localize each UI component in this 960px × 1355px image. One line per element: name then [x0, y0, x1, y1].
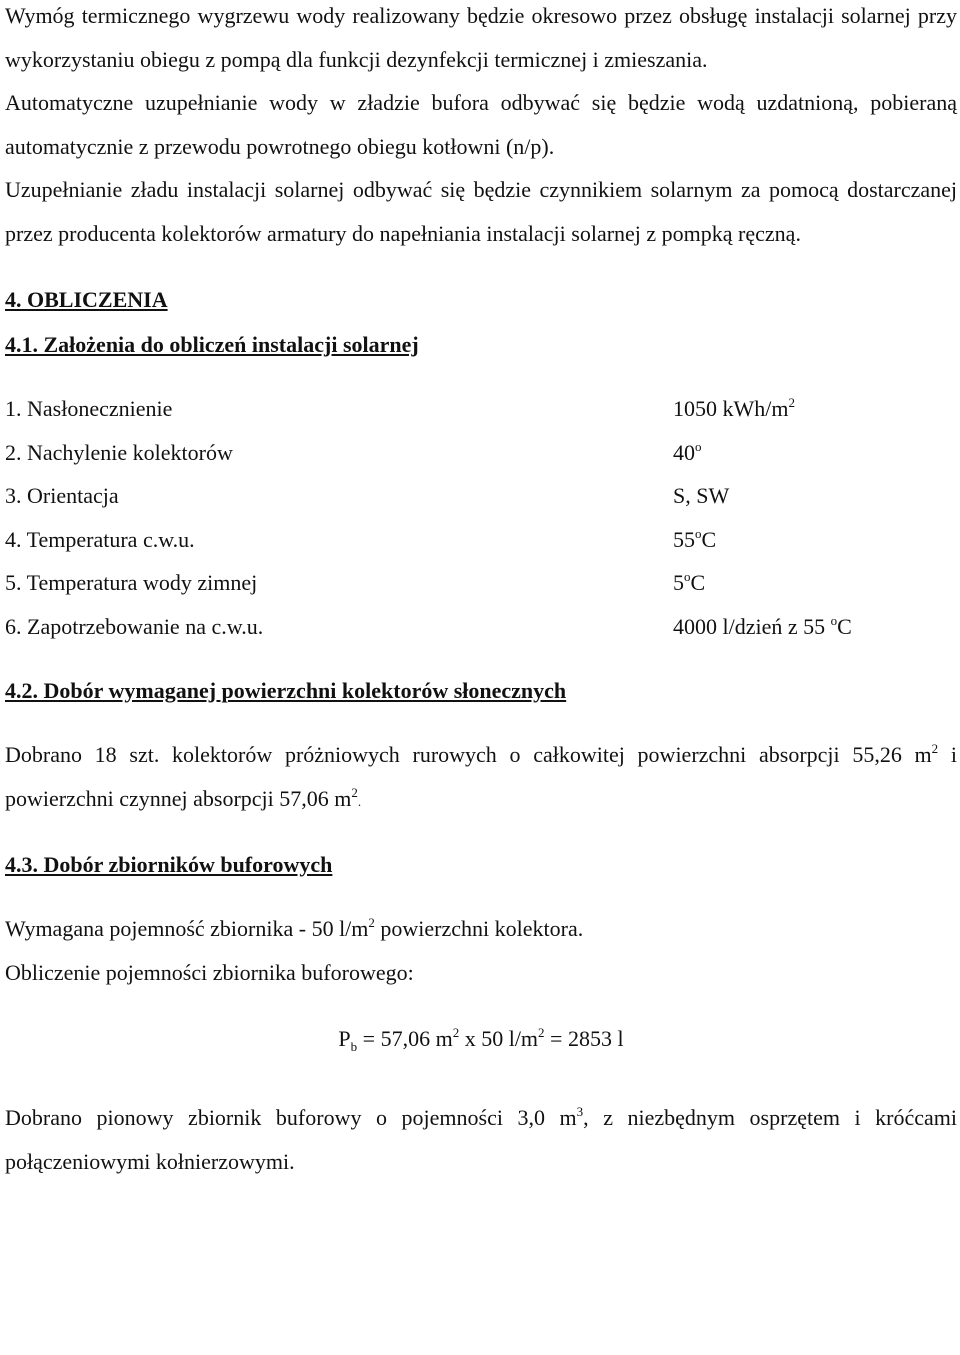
assumption-value-main: 5 [673, 570, 684, 595]
assumption-row [5, 431, 957, 475]
assumption-value-main: S, SW [673, 483, 730, 508]
formula-sup-1: 2 [452, 1025, 460, 1040]
collector-text-part-a: Dobrano 18 szt. kolektorów próżniowych rurowych o całkowitej powierzchni absorpcji 55,26 m [5, 742, 932, 767]
assumption-value-tail: C [837, 613, 852, 639]
assumption-label: 2. Nachylenie kolektorów [5, 439, 233, 465]
section-4-2-heading: 4.2. Dobór wymaganej powierzchni kolektorów słonecznych [5, 678, 567, 703]
intro-paragraph-2: Automatyczne uzupełnianie wody w zładzie bufora odbywać się będzie wodą uzdatnioną, pobieraną automatycznie z przewodu powrotnego obiegu kotłowni (n/p). [5, 90, 957, 159]
assumptions-list [5, 387, 957, 648]
assumption-value-main: 4000 l/dzień z 55 [673, 613, 831, 639]
assumption-value-main: 1050 kWh/m [673, 396, 789, 421]
collector-text-part-b: i powierzchni czynnej absorpcji 57,06 m [5, 742, 957, 811]
buffer-line1-part-a: Wymagana pojemność zbiornika - 50 l/m [5, 916, 369, 941]
formula-part-3: = 2853 l [544, 1026, 624, 1051]
assumption-value [673, 474, 957, 518]
section-4-1-heading: 4.1. Założenia do obliczeń instalacji solarnej [5, 332, 419, 357]
formula-part-2: x 50 l/m [459, 1026, 539, 1051]
collector-text-part-c: . [357, 793, 362, 809]
collector-sup-b: 2 [351, 784, 358, 800]
buffer-final-part-a: Dobrano pionowy zbiornik buforowy o pojemności 3,0 m [5, 1105, 577, 1130]
buffer-final-sup: 3 [576, 1104, 584, 1119]
assumption-value-tail: C [690, 570, 706, 595]
assumption-value [673, 431, 957, 475]
assumption-value-main: 55 [673, 526, 695, 552]
assumption-value-sup: o [684, 569, 691, 584]
intro-paragraph-3: Uzupełnianie zładu instalacji solarnej odbywać się będzie czynnikiem solarnym za pomocą dostarczanej przez producenta kolektorów armatury do napełniania instalacji solarnej z pompką ręczną. [5, 177, 957, 246]
assumption-label: 3. Orientacja [5, 483, 119, 508]
buffer-final-part-b: , z niezbędnym osprzętem i króćcami połączeniowymi kołnierzowymi. [5, 1105, 957, 1174]
assumption-value [673, 561, 957, 605]
assumption-row [5, 561, 957, 605]
intro-paragraph-1: Wymóg termicznego wygrzewu wody realizowany będzie okresowo przez obsługę instalacji solarnej przy wykorzystaniu obiegu z pompą dla funkcji dezynfekcji termicznej i zmieszania. [5, 3, 957, 72]
collector-sup-a: 2 [931, 741, 939, 756]
assumption-label: 6. Zapotrzebowanie na c.w.u. [5, 613, 264, 639]
buffer-requirement-line [5, 907, 957, 951]
assumption-value-sup: o [695, 525, 702, 541]
assumption-row [5, 605, 957, 649]
buffer-line1-part-b: powierzchni kolektora. [374, 916, 584, 941]
section-4-3-heading: 4.3. Dobór zbiorników buforowych [5, 852, 333, 877]
assumption-label: 4. Temperatura c.w.u. [5, 526, 195, 552]
document-page [5, 0, 957, 1183]
assumption-value-main: 40 [673, 439, 695, 465]
buffer-calculation-intro: Obliczenie pojemności zbiornika buforowego: [5, 959, 414, 985]
buffer-selection-text [5, 1096, 957, 1183]
assumption-value [673, 605, 957, 649]
assumption-row [5, 387, 957, 431]
formula-symbol: P [338, 1026, 351, 1051]
assumption-row [5, 518, 957, 562]
assumption-value-sup: 2 [788, 395, 795, 410]
formula-subscript: b [350, 1039, 358, 1054]
assumption-value-tail: C [701, 526, 717, 552]
assumption-value [673, 387, 957, 431]
assumption-label: 1. Nasłonecznienie [5, 396, 173, 421]
buffer-volume-formula [5, 1024, 957, 1054]
assumption-value-sup: o [830, 612, 838, 628]
assumption-value [673, 518, 957, 562]
assumption-row [5, 474, 957, 518]
formula-sup-2: 2 [538, 1025, 545, 1040]
buffer-line1-sup: 2 [368, 915, 375, 930]
assumption-value-sup: o [695, 438, 702, 454]
assumption-label: 5. Temperatura wody zimnej [5, 570, 258, 595]
formula-part-1: = 57,06 m [357, 1026, 453, 1051]
section-4-heading: 4. OBLICZENIA [5, 287, 168, 312]
collector-selection-text [5, 733, 957, 823]
